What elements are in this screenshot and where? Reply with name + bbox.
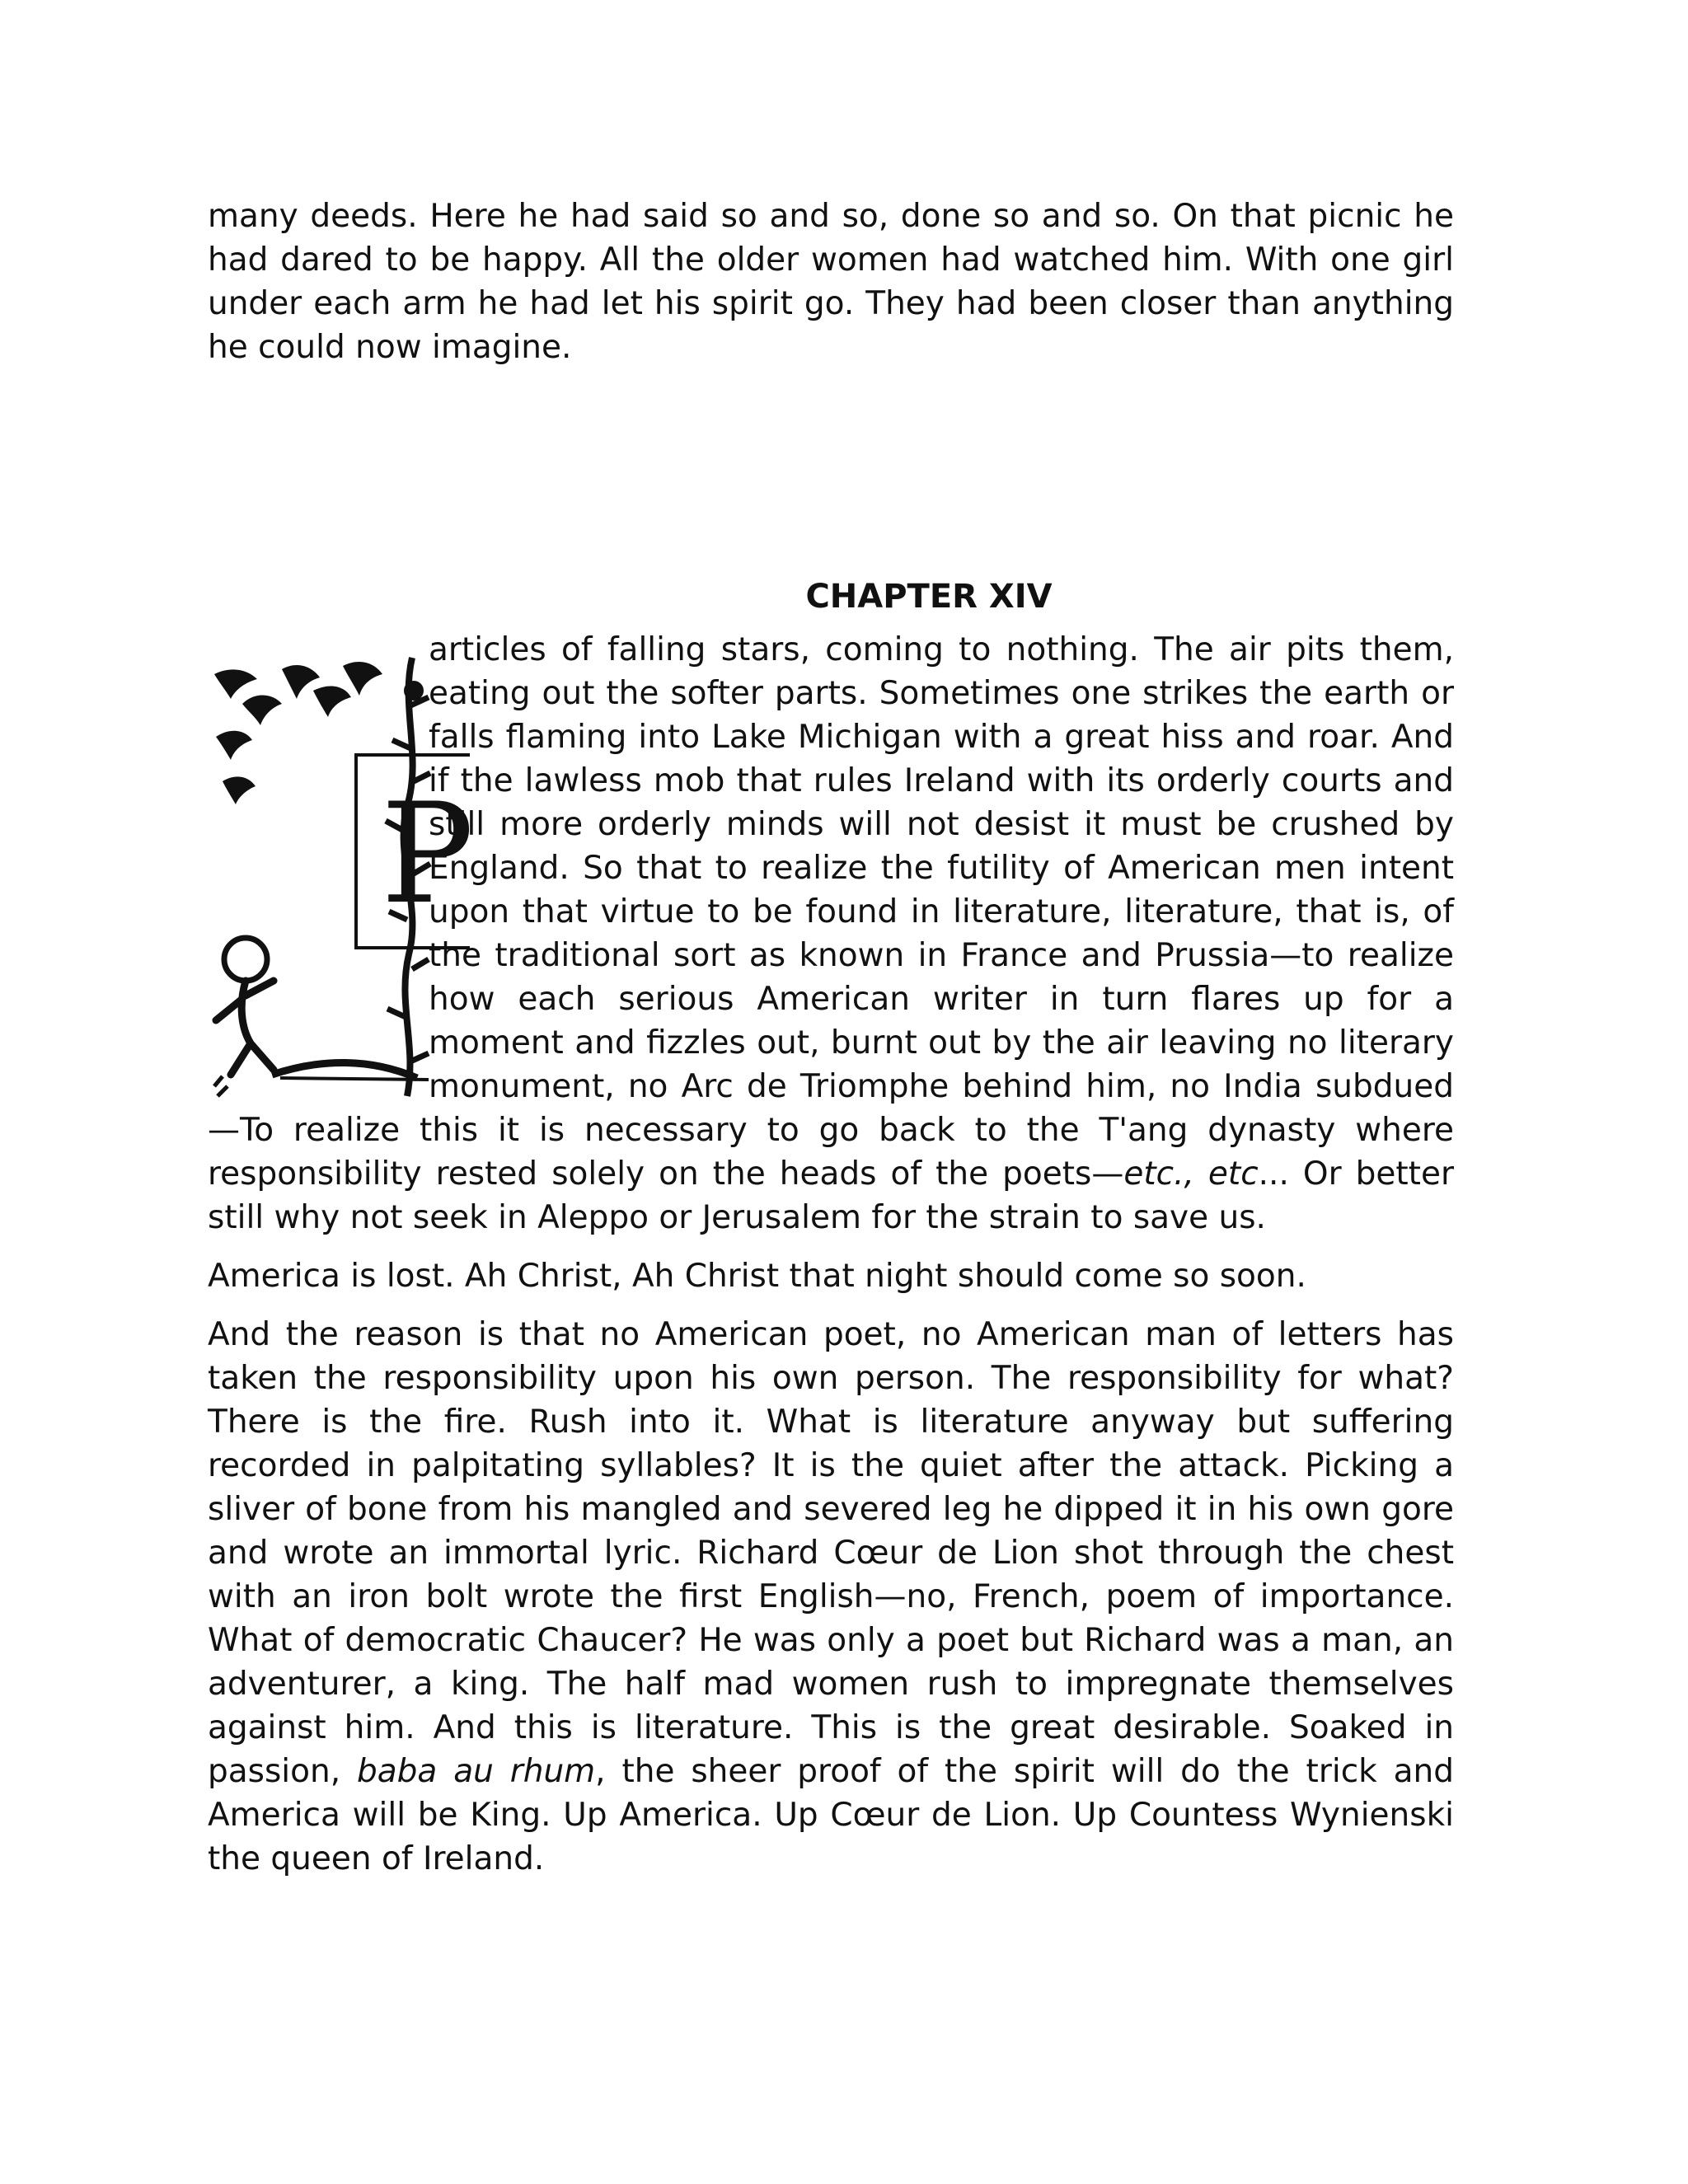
page-body [208,194,1454,1881]
initial-letter: P [381,773,475,935]
paragraph-3-text-b: , the sheer proof of the spirit will do the trick and America will be King. Up America. Up Cœur de Lion. Up Countess Wynienski the queen of Ireland. [208,1753,1454,1877]
paragraph-3-italic: baba au rhum [357,1753,596,1790]
chapter-title: CHAPTER XIV [805,578,1053,616]
paragraph-3-text-a: And the reason is that no American poet, no American man of letters has taken the responsibility upon his own person. The responsibility for what? There is the fire. Rush into it. What is literature anyway but suffering recorded in palpitating syllables? It is the quiet after the attack. Picking a sliver of bone from his mangled and severed leg he dipped it in his own gore and wrote an immortal lyric. Richard Cœur de Lion shot through the chest with an iron bolt wrote the first English—no, French, poem of importance. What of democratic Chaucer? He was only a poet but Richard was a man, an adventurer, a king. The half mad women rush to impregnate themselves against him. And this is literature. This is the great desirable. Soaked in passion, [208,1316,1454,1790]
paragraph-3 [208,1313,1454,1881]
paragraph-2: America is lost. Ah Christ, Ah Christ that night should come so soon. [208,1258,1306,1295]
paragraph-1-text: articles of falling stars, coming to nothing. The air pits them, eating out the softer parts. Sometimes one strikes the earth or falls flaming into Lake Michigan with a great hiss and roar. And if the lawless mob that rules Ireland with its orderly courts and still more orderly minds will not desist it must be crushed by England. So that to realize the futility of American men intent upon that virtue to be found in literature, literature, that is, of the traditional sort as known in France and Prussia—to realize how each serious American writer in turn flares up for a moment and fizzles out, burnt out by the air leaving no literary monument, no Arc de Triomphe behind him, no India subdued—To realize this it is necessary to go back to the T'ang dynasty where responsibility rested solely on the heads of the poets— [208,631,1454,1193]
decorated-initial [206,628,475,1096]
paragraph-1-italic: etc., etc [1123,1155,1259,1193]
paragraph-intro: many deeds. Here he had said so and so, done so and so. On that picnic he had dared to be happy. All the older women had watched him. With one girl under each arm he had let his spirit go. They had been closer than anything he could now imagine. [208,198,1454,366]
paragraph-1-tail: ... Or better still why not seek in Aleppo or Jerusalem for the strain to save us. [208,1155,1454,1236]
paragraph-1 [208,628,1454,1240]
initial-frame [354,753,475,949]
